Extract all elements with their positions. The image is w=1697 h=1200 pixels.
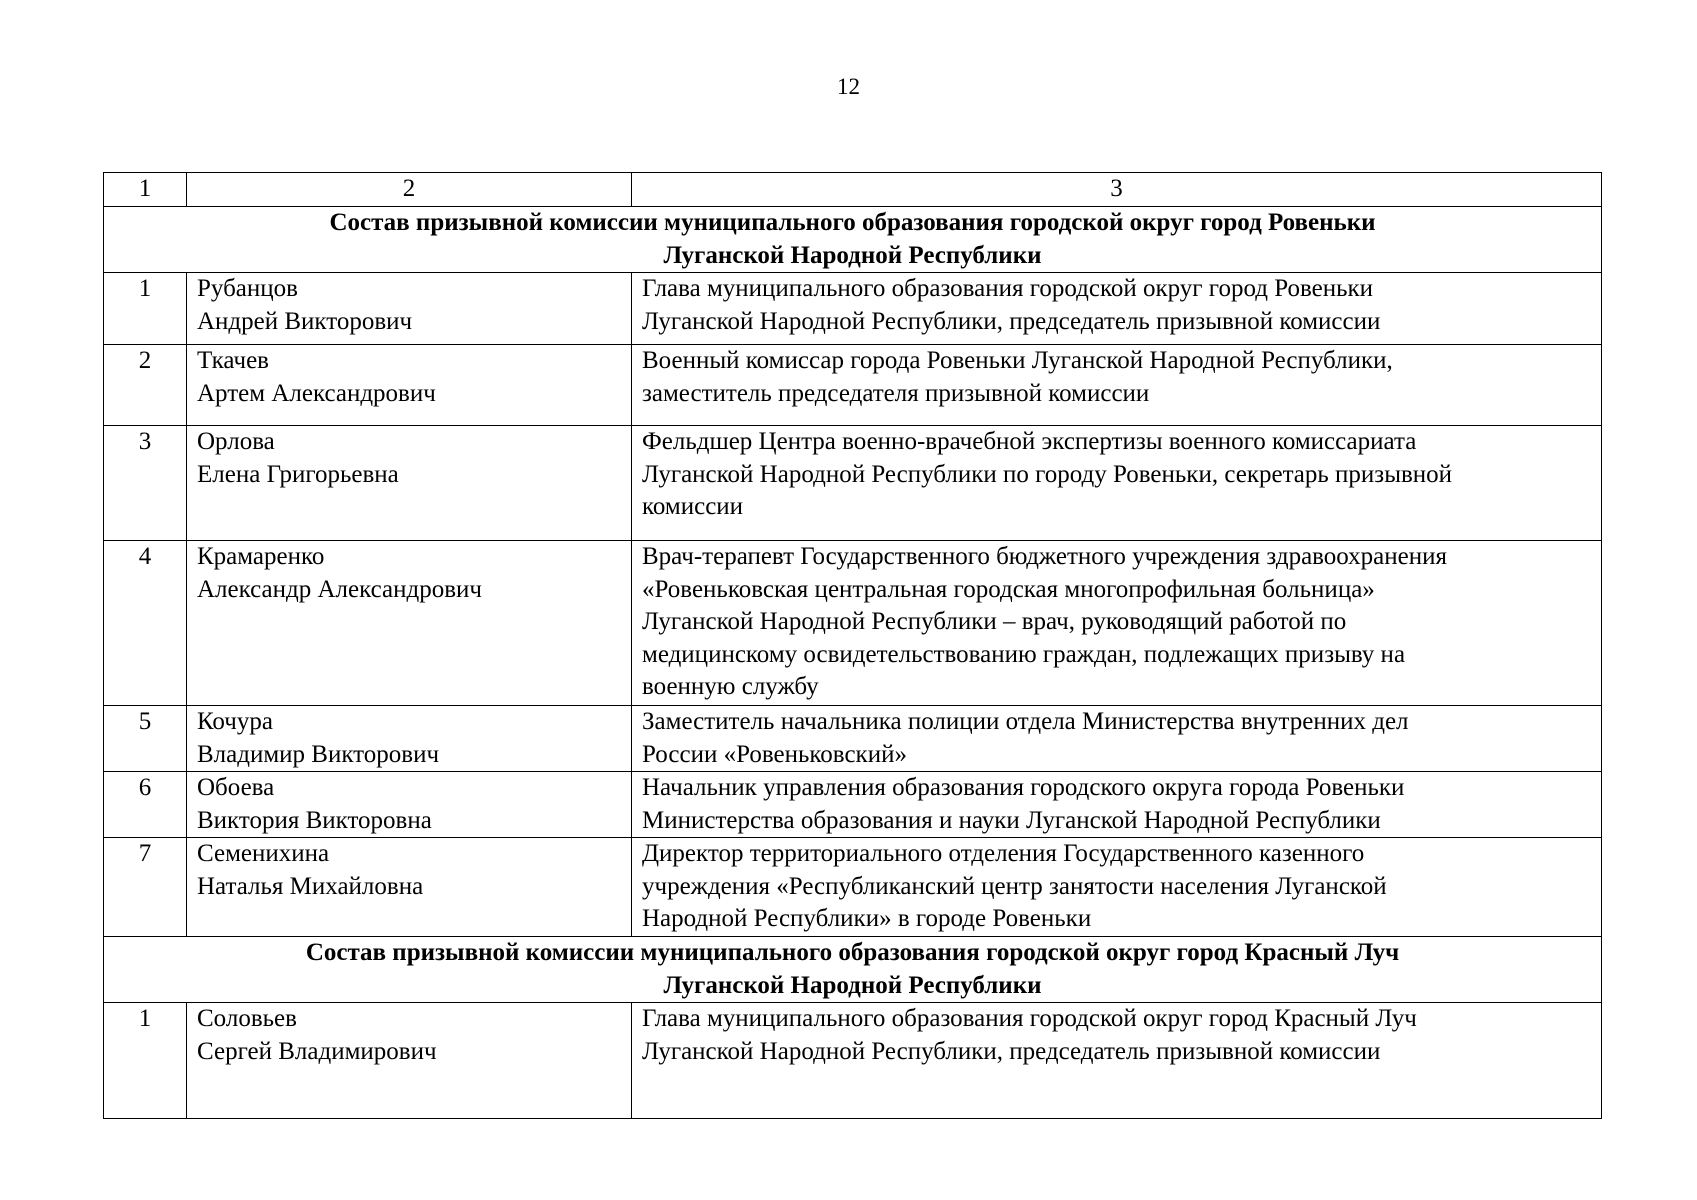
- position-line: Директор территориального отделения Государственного казенного: [642, 840, 1365, 867]
- commission-table: [103, 172, 1602, 1119]
- given-names: Наталья Михайловна: [197, 872, 424, 900]
- position-line: Луганской Народной Республики, председатель призывной комиссии: [642, 307, 1381, 335]
- table-row: [104, 541, 1602, 706]
- position-line: Народной Республики» в городе Ровеньки: [642, 905, 1092, 932]
- position-line: Луганской Народной Республики, председатель призывной комиссии: [642, 1037, 1381, 1065]
- position-line: Врач-терапевт Государственного бюджетного учреждения здравоохранения: [642, 543, 1448, 570]
- row-number: 3: [104, 426, 187, 541]
- position-line: Глава муниципального образования городской округ город Ровеньки: [642, 275, 1374, 302]
- column-number-2: 2: [187, 173, 632, 207]
- given-names: Сергей Владимирович: [197, 1037, 437, 1065]
- given-names: Андрей Викторович: [197, 307, 413, 335]
- section-title: [104, 937, 1602, 1003]
- position-line: Военный комиссар города Ровеньки Луганской Народной Республики,: [642, 347, 1393, 374]
- member-position: [632, 345, 1602, 426]
- given-names: Виктория Викторовна: [197, 806, 432, 834]
- position-line: Глава муниципального образования городской округ город Красный Луч: [642, 1005, 1417, 1032]
- table-row: [104, 273, 1602, 345]
- position-line: медицинскому освидетельствованию граждан, подлежащих призыву на: [642, 640, 1406, 668]
- table-row: [104, 345, 1602, 426]
- member-name: [187, 345, 632, 426]
- row-number: 2: [104, 345, 187, 426]
- page-number: 12: [837, 74, 860, 99]
- table-row: [104, 772, 1602, 838]
- section-title-line: Состав призывной комиссии муниципального образования городской округ город Ровеньки: [329, 209, 1376, 236]
- row-number: 7: [104, 838, 187, 937]
- member-name: [187, 1003, 632, 1119]
- table-row: [104, 838, 1602, 937]
- surname: Рубанцов: [197, 275, 298, 302]
- position-line: Начальник управления образования городского округа города Ровеньки: [642, 774, 1405, 801]
- member-name: [187, 541, 632, 706]
- section-title-line: Состав призывной комиссии муниципального образования городской округ город Красный Луч: [305, 939, 1400, 966]
- position-line: военную службу: [642, 673, 819, 700]
- section-title-line: Луганской Народной Республики: [663, 971, 1042, 999]
- section-title-line: Луганской Народной Республики: [663, 241, 1042, 269]
- member-position: [632, 541, 1602, 706]
- section-title-row: [104, 207, 1602, 273]
- member-position: [632, 838, 1602, 937]
- position-line: заместитель председателя призывной комиссии: [642, 379, 1150, 407]
- surname: Соловьев: [197, 1005, 297, 1032]
- surname: Крамаренко: [197, 543, 325, 570]
- row-number: 4: [104, 541, 187, 706]
- position-line: Луганской Народной Республики по городу Ровеньки, секретарь призывной: [642, 460, 1453, 488]
- member-position: [632, 706, 1602, 772]
- surname: Орлова: [197, 428, 275, 455]
- member-name: [187, 426, 632, 541]
- surname: Ткачев: [197, 347, 269, 374]
- column-number-3: 3: [632, 173, 1602, 207]
- position-line: Заместитель начальника полиции отдела Министерства внутренних дел: [642, 708, 1409, 735]
- row-number: 6: [104, 772, 187, 838]
- member-position: [632, 1003, 1602, 1119]
- row-number: 5: [104, 706, 187, 772]
- member-name: [187, 706, 632, 772]
- table-row: [104, 426, 1602, 541]
- surname: Кочура: [197, 708, 273, 735]
- section-title: [104, 207, 1602, 273]
- position-line: Министерства образования и науки Луганской Народной Республики: [642, 806, 1381, 834]
- column-number-row: [104, 173, 1602, 207]
- position-line: Фельдшер Центра военно-врачебной экспертизы военного комиссариата: [642, 428, 1417, 455]
- member-position: [632, 426, 1602, 541]
- surname: Обоева: [197, 774, 275, 801]
- surname: Семенихина: [197, 840, 330, 867]
- column-number-1: 1: [104, 173, 187, 207]
- member-position: [632, 273, 1602, 345]
- position-line: Луганской Народной Республики – врач, руководящий работой по: [642, 608, 1347, 635]
- table-row: [104, 1003, 1602, 1119]
- given-names: Артем Александрович: [197, 379, 436, 407]
- given-names: Елена Григорьевна: [197, 460, 399, 488]
- row-number: 1: [104, 273, 187, 345]
- member-name: [187, 772, 632, 838]
- row-number: 1: [104, 1003, 187, 1119]
- position-line: «Ровеньковская центральная городская многопрофильная больница»: [642, 575, 1375, 603]
- position-line: комиссии: [642, 493, 744, 520]
- position-line: России «Ровеньковский»: [642, 740, 907, 768]
- table-row: [104, 706, 1602, 772]
- member-name: [187, 273, 632, 345]
- member-name: [187, 838, 632, 937]
- member-position: [632, 772, 1602, 838]
- given-names: Александр Александрович: [197, 575, 482, 603]
- section-title-row: [104, 937, 1602, 1003]
- given-names: Владимир Викторович: [197, 740, 440, 768]
- position-line: учреждения «Республиканский центр занятости населения Луганской: [642, 872, 1387, 900]
